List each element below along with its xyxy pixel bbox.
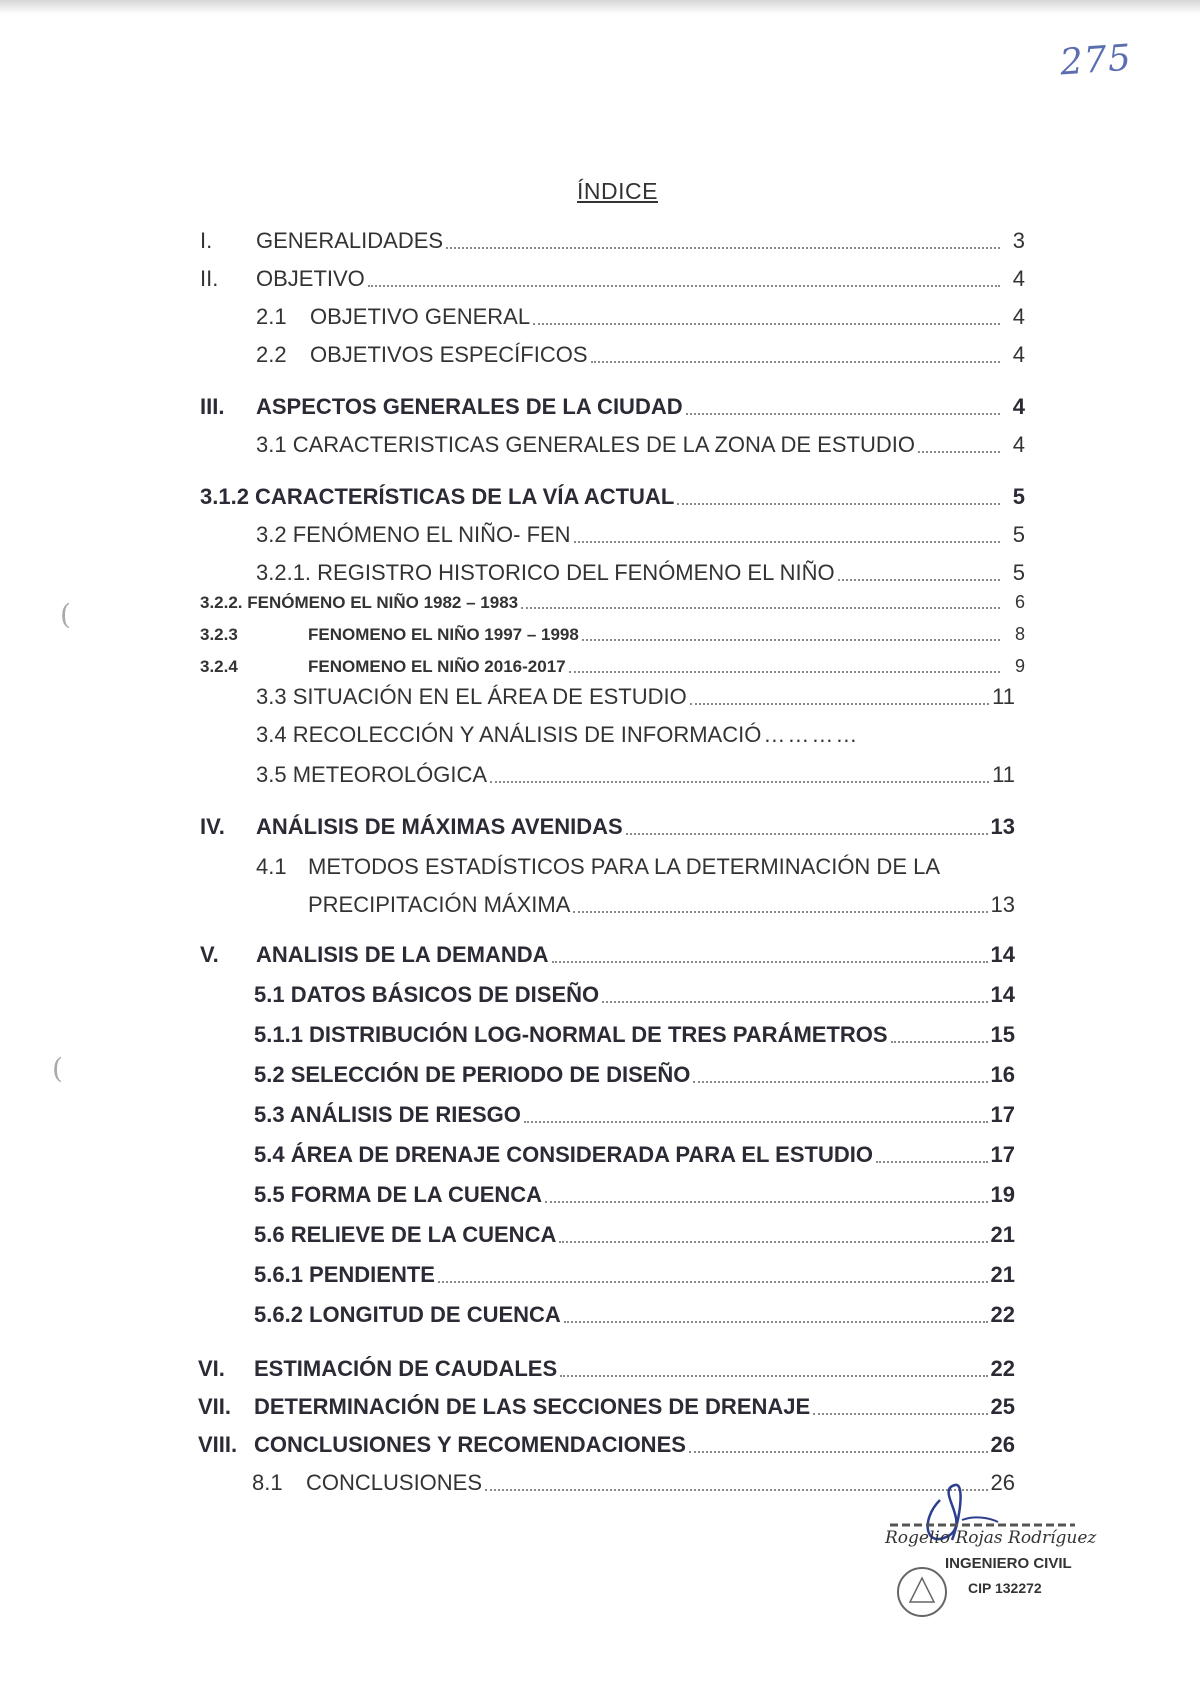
- dot-leader: [891, 1040, 988, 1043]
- page-title: ÍNDICE: [577, 178, 658, 204]
- toc-page: 22: [990, 1302, 1015, 1327]
- dot-leader: [686, 412, 1000, 415]
- signature-cip: CIP 132272: [968, 1580, 1042, 1596]
- dot-leader: [524, 1120, 988, 1123]
- dot-leader: [573, 910, 987, 913]
- dot-leader: [368, 284, 1000, 287]
- scan-mark: (: [60, 598, 71, 631]
- toc-entry-caracteristicas-zona[interactable]: [256, 432, 1025, 458]
- dot-leader: [838, 578, 1000, 581]
- toc-label: CONCLUSIONES Y RECOMENDACIONES: [254, 1432, 686, 1457]
- toc-label: ANÁLISIS DE MÁXIMAS AVENIDAS: [256, 814, 623, 839]
- toc-label: OBJETIVOS ESPECÍFICOS: [310, 342, 588, 367]
- toc-trailing-dots: …………: [763, 722, 860, 747]
- toc-entry-situacion-area[interactable]: [256, 684, 1015, 710]
- toc-page: 4: [1012, 266, 1025, 291]
- toc-number: V.: [200, 942, 219, 967]
- toc-entry-precipitacion-maxima[interactable]: [308, 892, 1015, 918]
- toc-label: ASPECTOS GENERALES DE LA CIUDAD: [256, 394, 683, 419]
- toc-entry-longitud-cuenca[interactable]: [254, 1302, 1015, 1328]
- dot-leader: [564, 1320, 988, 1323]
- dot-leader: [559, 1240, 987, 1243]
- toc-page: 9: [1014, 656, 1025, 676]
- toc-page: 4: [1012, 342, 1025, 367]
- toc-number: VIII.: [198, 1432, 238, 1457]
- toc-page: 5: [1012, 522, 1025, 547]
- toc-label: GENERALIDADES: [256, 228, 444, 253]
- toc-page: 14: [990, 942, 1015, 967]
- toc-number: 3.2.4: [200, 657, 238, 677]
- toc-page: 6: [1014, 592, 1025, 612]
- dot-leader: [602, 1000, 987, 1003]
- toc-label: ANALISIS DE LA DEMANDA: [256, 942, 549, 967]
- toc-entry-meteorologica[interactable]: [256, 762, 1015, 788]
- toc-entry-relieve-cuenca[interactable]: [254, 1222, 1015, 1248]
- toc-label: 5.2 SELECCIÓN DE PERIODO DE DISEÑO: [254, 1062, 691, 1087]
- toc-label: 3.1 CARACTERISTICAS GENERALES DE LA ZONA DE ESTUDIO: [256, 432, 915, 457]
- toc-page: 26: [990, 1470, 1015, 1495]
- toc-page: 13: [990, 892, 1015, 917]
- dot-leader: [689, 1450, 988, 1453]
- toc-number: VI.: [198, 1356, 225, 1381]
- toc-entry-analisis-riesgo[interactable]: [254, 1102, 1015, 1128]
- toc-label: 3.2.2. FENÓMENO EL NIÑO 1982 – 1983: [200, 593, 519, 613]
- toc-entry-log-normal[interactable]: [254, 1022, 1015, 1048]
- toc-entry-analisis-demanda[interactable]: [200, 942, 1015, 968]
- toc-number: 2.2: [256, 342, 287, 367]
- dot-leader: [490, 780, 989, 783]
- toc-page: 26: [990, 1432, 1015, 1457]
- toc-label: 3.3 SITUACIÓN EN EL ÁREA DE ESTUDIO: [256, 684, 687, 709]
- toc-entry-datos-basicos[interactable]: [254, 982, 1015, 1008]
- signature-flourish: [962, 1517, 998, 1522]
- toc-entry-conclusiones-recomendaciones[interactable]: [198, 1432, 1015, 1458]
- toc-number: IV.: [200, 814, 225, 839]
- toc-page: 4: [1012, 394, 1025, 419]
- dot-leader: [626, 832, 988, 835]
- toc-label: 5.1 DATOS BÁSICOS DE DISEÑO: [254, 982, 600, 1007]
- toc-page: 4: [1012, 432, 1025, 457]
- dot-leader: [693, 1080, 987, 1083]
- dot-leader: [446, 246, 1000, 249]
- toc-entry-pendiente[interactable]: [254, 1262, 1015, 1288]
- toc-entry-registro-historico[interactable]: [256, 560, 1025, 586]
- toc-number: 2.1: [256, 304, 287, 329]
- toc-page: 11: [992, 762, 1015, 787]
- toc-page: 16: [990, 1062, 1015, 1087]
- seal-circle: [898, 1568, 946, 1616]
- dot-leader: [569, 670, 1000, 673]
- toc-label: 3.1.2 CARACTERÍSTICAS DE LA VÍA ACTUAL: [200, 484, 675, 509]
- toc-label: FENOMENO EL NIÑO 2016-2017: [308, 657, 566, 677]
- dot-leader: [574, 540, 1000, 543]
- toc-number: 8.1: [252, 1470, 283, 1495]
- toc-label: CONCLUSIONES: [306, 1470, 483, 1495]
- toc-entry-nino-1997[interactable]: [200, 624, 1025, 646]
- toc-entry-fenomeno-nino[interactable]: [256, 522, 1025, 548]
- dot-leader: [545, 1200, 987, 1203]
- toc-page: 17: [990, 1142, 1015, 1167]
- dot-leader: [591, 360, 1000, 363]
- dot-leader: [876, 1160, 988, 1163]
- toc-entry-objetivo-general[interactable]: [256, 304, 1025, 330]
- toc-page: 8: [1014, 624, 1025, 644]
- toc-page: 19: [990, 1182, 1015, 1207]
- toc-label: DETERMINACIÓN DE LAS SECCIONES DE DRENAJE: [254, 1394, 811, 1419]
- toc-label: PRECIPITACIÓN MÁXIMA: [308, 892, 571, 917]
- toc-label: FENOMENO EL NIÑO 1997 – 1998: [308, 625, 579, 645]
- toc-entry-via-actual[interactable]: [200, 484, 1025, 510]
- toc-page: 3: [1012, 228, 1025, 253]
- toc-label: 5.3 ANÁLISIS DE RIESGO: [254, 1102, 521, 1127]
- toc-label: ESTIMACIÓN DE CAUDALES: [254, 1356, 558, 1381]
- toc-page: 11: [992, 684, 1015, 709]
- toc-label: 3.2.1. REGISTRO HISTORICO DEL FENÓMENO EL NIÑO: [256, 560, 835, 585]
- toc-entry-estimacion-caudales[interactable]: [198, 1356, 1015, 1382]
- toc-entry-secciones-drenaje[interactable]: [198, 1394, 1015, 1420]
- toc-entry-generalidades[interactable]: [200, 228, 1025, 254]
- toc-number: 4.1: [256, 854, 287, 879]
- toc-label: OBJETIVO GENERAL: [310, 304, 531, 329]
- dot-leader: [438, 1280, 988, 1283]
- toc-label: 5.6 RELIEVE DE LA CUENCA: [254, 1222, 557, 1247]
- toc-number: 3.2.3: [200, 625, 238, 645]
- toc-number: III.: [200, 394, 225, 419]
- toc-entry-nino-1982[interactable]: [200, 592, 1025, 614]
- toc-entry-forma-cuenca[interactable]: [254, 1182, 1015, 1208]
- toc-number: I.: [200, 228, 213, 253]
- toc-page: 4: [1012, 304, 1025, 329]
- toc-label: 3.2 FENÓMENO EL NIÑO- FEN: [256, 522, 571, 547]
- toc-page: 15: [990, 1022, 1015, 1047]
- dot-leader: [560, 1374, 987, 1377]
- toc-label: 3.5 METEOROLÓGICA: [256, 762, 488, 787]
- toc-page: 14: [990, 982, 1015, 1007]
- toc-page: 17: [990, 1102, 1015, 1127]
- toc-page: 22: [990, 1356, 1015, 1381]
- toc-entry-metodos-estadisticos[interactable]: [256, 854, 940, 880]
- toc-entry-nino-2016[interactable]: [200, 656, 1025, 678]
- toc-number: VII.: [198, 1394, 232, 1419]
- seal-emblem-icon: [910, 1578, 934, 1602]
- toc-entry-periodo-diseno[interactable]: [254, 1062, 1015, 1088]
- toc-entry-maximas-avenidas[interactable]: [200, 814, 1015, 840]
- dot-leader: [552, 960, 988, 963]
- dot-leader: [521, 606, 1000, 609]
- toc-label: 5.4 ÁREA DE DRENAJE CONSIDERADA PARA EL ESTUDIO: [254, 1142, 873, 1167]
- dot-leader: [533, 322, 1000, 325]
- dot-leader: [677, 502, 1000, 505]
- toc-label: OBJETIVO: [256, 266, 365, 291]
- dot-leader: [582, 638, 1000, 641]
- toc-entry-recoleccion[interactable]: [256, 722, 859, 748]
- toc-number: II.: [200, 266, 219, 291]
- toc-page: 5: [1012, 560, 1025, 585]
- dot-leader: [690, 702, 989, 705]
- dot-leader: [918, 450, 1000, 453]
- toc-label: 5.6.1 PENDIENTE: [254, 1262, 435, 1287]
- toc-label: 5.5 FORMA DE LA CUENCA: [254, 1182, 543, 1207]
- toc-page: 25: [990, 1394, 1015, 1419]
- dot-leader: [813, 1412, 987, 1415]
- toc-entry-objetivo[interactable]: [200, 266, 1025, 292]
- toc-page: 5: [1012, 484, 1025, 509]
- toc-page: 13: [990, 814, 1015, 839]
- signature-name: Rogelio Rojas Rodríguez: [885, 1528, 1097, 1548]
- toc-label: 5.1.1 DISTRIBUCIÓN LOG-NORMAL DE TRES PARÁMETROS: [254, 1022, 888, 1047]
- toc-label: 5.6.2 LONGITUD DE CUENCA: [254, 1302, 561, 1327]
- toc-entry-objetivos-especificos[interactable]: [256, 342, 1025, 368]
- scan-mark: (: [52, 1052, 63, 1085]
- folio-number: 275: [1058, 37, 1134, 84]
- toc-page: 21: [990, 1262, 1015, 1287]
- toc-label: METODOS ESTADÍSTICOS PARA LA DETERMINACIÓN DE LA: [308, 854, 941, 879]
- toc-page: 21: [990, 1222, 1015, 1247]
- toc-entry-area-drenaje[interactable]: [254, 1142, 1015, 1168]
- toc-entry-aspectos-generales[interactable]: [200, 394, 1025, 420]
- toc-label: 3.4 RECOLECCIÓN Y ANÁLISIS DE INFORMACIÓ: [256, 722, 762, 747]
- signature-title: INGENIERO CIVIL: [945, 1555, 1072, 1572]
